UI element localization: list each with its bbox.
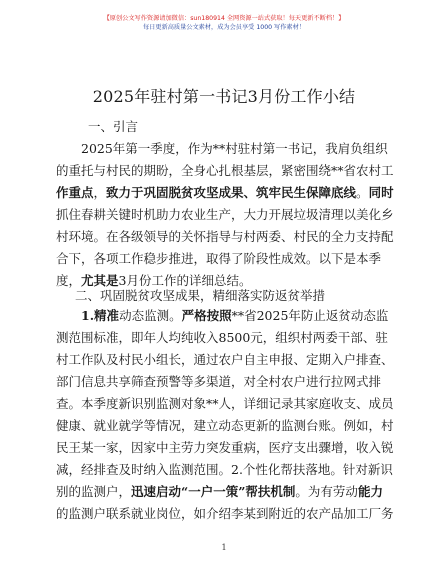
promo-banner-line-2: 每日更新高质量公文素材，成为会员享受 1000 写作素材！	[143, 24, 305, 31]
paragraph-line	[56, 503, 404, 525]
text-run: 能力	[357, 484, 383, 499]
text-run: 严格按照	[181, 308, 232, 323]
paragraph-line	[56, 305, 404, 327]
page-number: 1	[221, 543, 227, 552]
promo-banner-line-1: 【原创公文写作资源请加微信：sun180914 全网资源一站式获取！每天更新不断档！】	[103, 15, 345, 22]
paragraph-line	[56, 160, 404, 182]
paragraph-line	[56, 182, 404, 204]
text-run: 的监测户联系就业岗位，如介绍李某到附近的农产品加工厂务	[56, 506, 394, 521]
text-run: 1.精准	[81, 308, 120, 323]
paragraph-line	[56, 349, 404, 371]
text-run: 迅速启动“一户一策”帮扶机制	[131, 484, 296, 499]
text-run: 度	[56, 273, 69, 288]
text-run: ，	[68, 273, 82, 288]
text-run: 村环境。在各级领导的关怀指导与村两委、村民的全力支持配	[56, 229, 394, 244]
section-heading-introduction: 一、引言	[88, 119, 139, 134]
text-run: 测范围标准，即年人均纯收入8500元，组织村两委干部、驻	[56, 330, 388, 345]
text-run: 。	[356, 185, 369, 200]
text-run: 村工作队及村民小组长，通过农户自主申报、定期入户排查、	[56, 352, 394, 367]
paragraph-line	[56, 393, 404, 415]
paragraph-line	[56, 459, 404, 481]
paragraph-line	[56, 371, 404, 393]
paragraph-line	[56, 327, 404, 349]
document-title: 2025年驻村第一书记3月份工作小结	[92, 87, 356, 106]
text-run: 查。本季度新识别监测对象**人，详细记录其家庭收支、成员	[56, 396, 394, 411]
paragraph-line	[56, 415, 404, 437]
paragraph-line	[56, 481, 404, 503]
paragraph-line	[56, 437, 404, 459]
paragraph-line	[56, 226, 404, 248]
text-run: 。为有劳动	[295, 484, 358, 499]
text-run: 的重托与村民的期盼，全身心扎根基层，紧密围绕**省农村工	[56, 163, 394, 178]
text-run: 同时	[368, 185, 394, 200]
paragraph-poverty-alleviation	[56, 305, 404, 525]
text-run: ，	[118, 484, 132, 499]
paragraph-line	[56, 204, 404, 226]
text-run: 别的监测户	[56, 484, 119, 499]
text-run: 动态监测。	[119, 308, 182, 323]
text-run: 部门信息共享筛查预警等多渠道，对全村农户进行拉网式排	[56, 374, 382, 389]
text-run: 致力于巩固脱贫攻坚成果、筑牢民生保障底线	[106, 185, 357, 200]
text-run: 作重点	[56, 185, 94, 200]
text-run: 2025年第一季度，作为**村驻村第一书记，我肩负组织	[81, 141, 388, 156]
text-run: 合下，各项工作稳步推进，取得了阶段性成效。以下是本季	[56, 251, 382, 266]
paragraph-line	[56, 248, 404, 270]
text-run: 尤其是	[81, 273, 119, 288]
text-run: 民王某一家，因家中主劳力突发重病，医疗支出骤增，收入锐	[56, 440, 394, 455]
text-run: 3月份工作的详细总结。	[118, 273, 252, 288]
text-run: 抓住春耕关键时机助力农业生产，大力开展垃圾清理以美化乡	[56, 207, 394, 222]
paragraph-line	[56, 138, 404, 160]
text-run: ，	[93, 185, 107, 200]
text-run: **省2025年防止返贫动态监	[231, 308, 389, 323]
text-run: 减，经排查及时纳入监测范围。2.个性化帮扶落地。针对新识	[56, 462, 393, 477]
promo-banner	[0, 14, 448, 32]
paragraph-introduction	[56, 138, 404, 292]
text-run: 健康、就业就学等情况，建立动态更新的监测台账。例如，村	[56, 418, 394, 433]
section-heading-poverty-alleviation: 二、巩固脱贫攻坚成果，精细落实防返贫举措	[75, 288, 326, 303]
